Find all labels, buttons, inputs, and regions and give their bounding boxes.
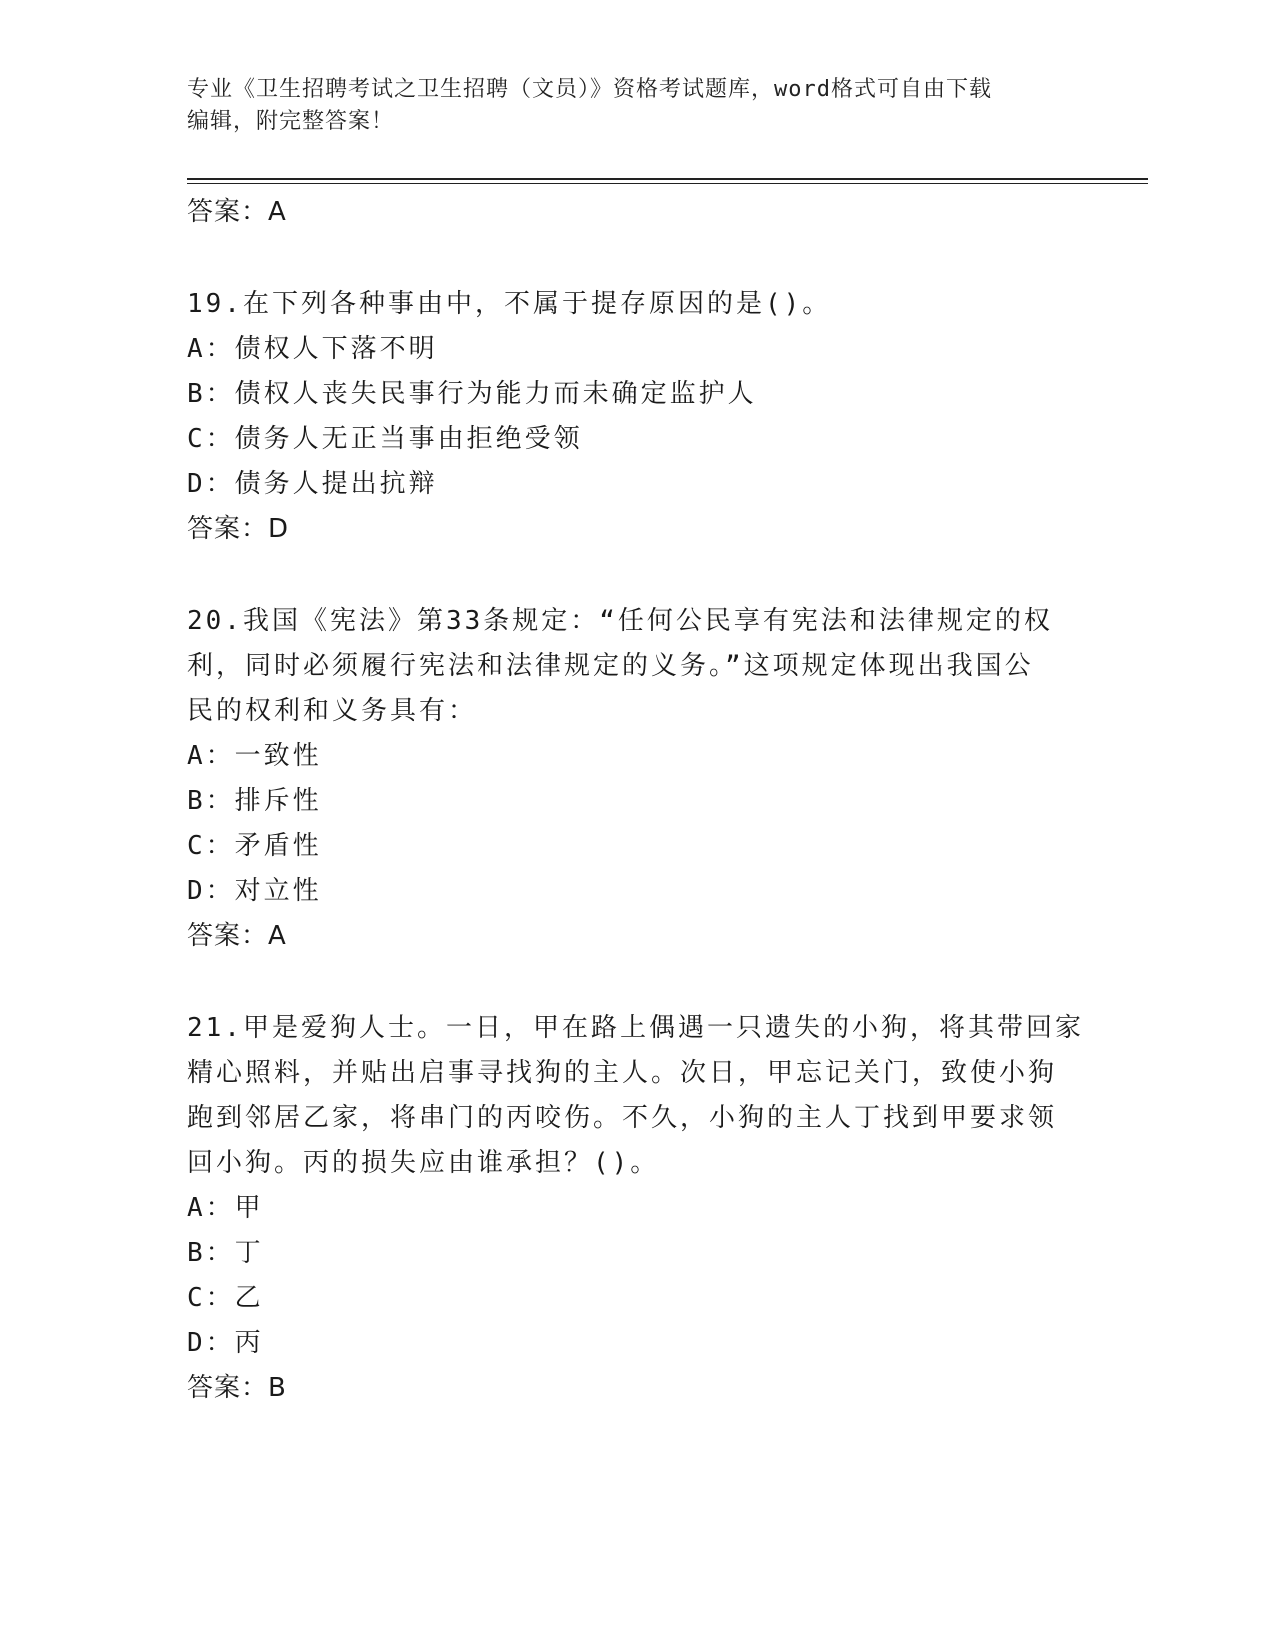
option-b: B：排斥性 bbox=[187, 786, 322, 816]
header-line-2: 编辑，附完整答案！ bbox=[187, 109, 395, 134]
question-text-line-3: 跑到邻居乙家，将串门的丙咬伤。不久，小狗的主人丁找到甲要求领 bbox=[187, 1103, 1058, 1133]
question-text-line-4: 回小狗。丙的损失应由谁承担？()。 bbox=[187, 1148, 660, 1178]
answer: 答案：B bbox=[187, 1373, 287, 1403]
header-divider-thick bbox=[187, 178, 1148, 180]
option-d: D：债务人提出抗辩 bbox=[187, 469, 438, 499]
header-line-1: 专业《卫生招聘考试之卫生招聘（文员）》资格考试题库，word格式可自由下载 bbox=[187, 77, 992, 102]
document-header bbox=[187, 74, 1087, 138]
option-c: C：乙 bbox=[187, 1283, 264, 1313]
question-19 bbox=[187, 282, 1087, 551]
question-text-line-3: 民的权利和义务具有： bbox=[187, 696, 478, 726]
option-b: B：债权人丧失民事行为能力而未确定监护人 bbox=[187, 379, 757, 409]
option-d: D：对立性 bbox=[187, 876, 322, 906]
question-list bbox=[187, 190, 1087, 1410]
question-text-line-1: 20.我国《宪法》第33条规定：“任何公民享有宪法和法律规定的权 bbox=[187, 606, 1053, 636]
question-text-line-2: 精心照料，并贴出启事寻找狗的主人。次日，甲忘记关门，致使小狗 bbox=[187, 1058, 1058, 1088]
question-20 bbox=[187, 599, 1087, 958]
header-divider-thin bbox=[187, 183, 1148, 184]
question-text-line-2: 利，同时必须履行宪法和法律规定的义务。”这项规定体现出我国公 bbox=[187, 651, 1034, 681]
option-b: B：丁 bbox=[187, 1238, 264, 1268]
option-a: A：甲 bbox=[187, 1193, 264, 1223]
answer: 答案：D bbox=[187, 514, 290, 544]
question-text: 19.在下列各种事由中，不属于提存原因的是()。 bbox=[187, 289, 832, 319]
question-text-line-1: 21.甲是爱狗人士。一日，甲在路上偶遇一只遗失的小狗，将其带回家 bbox=[187, 1013, 1084, 1043]
option-a: A：债权人下落不明 bbox=[187, 334, 438, 364]
previous-answer: 答案：A bbox=[187, 197, 287, 227]
option-a: A：一致性 bbox=[187, 741, 322, 771]
option-c: C：矛盾性 bbox=[187, 831, 322, 861]
option-d: D：丙 bbox=[187, 1328, 264, 1358]
question-21 bbox=[187, 1006, 1087, 1410]
answer: 答案：A bbox=[187, 921, 287, 951]
option-c: C：债务人无正当事由拒绝受领 bbox=[187, 424, 583, 454]
